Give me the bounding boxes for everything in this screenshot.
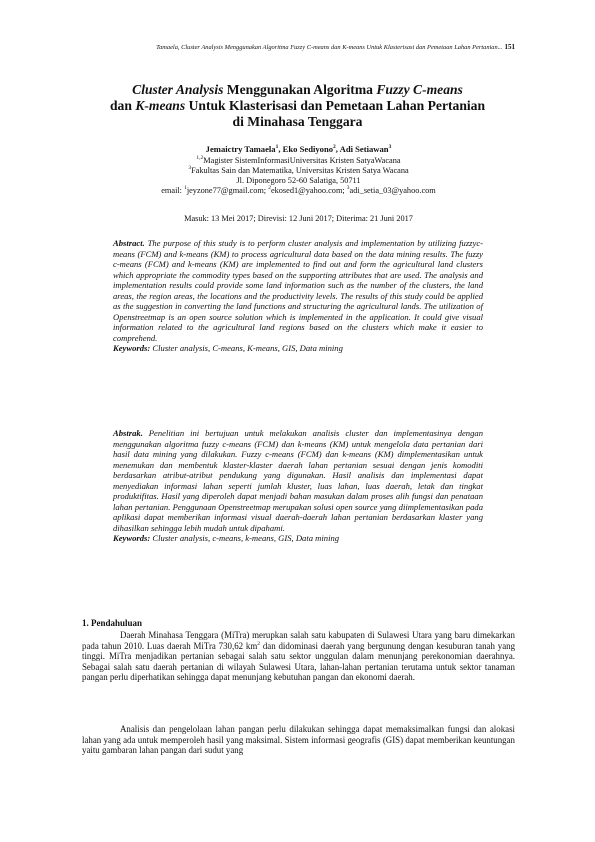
abstrak-label: Abstrak. [113,428,143,438]
section-heading: 1. Pendahuluan [82,618,143,628]
email-2-sup: 2 [268,185,271,192]
affiliation-1-sup: 1,2 [196,155,204,162]
email-line [82,186,515,196]
author-list: Jemaictry Tamaela$^1$, Eko Sediyono$^2$, Adi Setiawan$^3$ [205,144,392,154]
abstrak-text: Penelitian ini bertujuan untuk melakukan analisis cluster dan implementasinya dengan menggunakan algoritma fuzzy c-means (FCM) dan k-means (KM) untuk mengelola data pertanian dari hasil data mining yang dilakukan. Fuzzy c-means (FCM) dan k-means (KM) dimplementasikan untuk menemukan dan membentuk klaster-klaster daerah lahan pertanian sesuai dengan jenis komoditi berdasarkan atribut-atribut pendukung yang digunakan. Hasil analisis dan implementasi dapat menyediakan informasi lahan seperti jumlah kluster, luas lahan, luas daerah, letak dan tingkat produktifitas. Hasil yang diperoleh dapat menjadi bahan masukan dalam proses alih fungsi dan penataan lahan pertanian. Penggunaan Openstreetmap merupakan solusi open source yang diimplementasikan pada aplikasi dapat memberikan informasi visual daerah-daerah lahan pertanian berdasarkan klaster yang dihasilkan sehingga lebih mudah untuk dipahami. [113,428,483,533]
address: Jl. Diponegoro 52-60 Salatiga, 50711 [236,176,361,185]
affiliation-2-sup: 3 [188,165,192,172]
title-text-2b: Untuk Klasterisasi dan Pemetaan Lahan Pertanian [185,98,486,113]
keywords-text: Cluster analysis, C-means, K-means, GIS, Data mining [150,343,343,353]
keywords-id-text: Cluster analysis, c-means, k-means, GIS, Data mining [150,533,340,543]
author-1: Jemaictry Tamaela [205,144,276,154]
author-2-sup: 2 [333,144,336,151]
email-label: email: [161,186,185,195]
author-3-sup: 3 [388,144,392,151]
author-3: Adi Setiawan [339,144,389,154]
paragraph-1-text-a: Daerah Minahasa Tenggara (MiTra) merupkan salah satu kabupaten di Sulawesi Utara yang baru dimekarkan pada tahun 2010. Luas daerah MiTra 730,62 km [82,630,515,651]
abstract-label: Abstract. [113,238,145,248]
submission-dates: Masuk: 13 Mei 2017; Direvisi: 12 Juni 2017; Diterima: 21 Juni 2017 [184,214,413,223]
title-line-3: di Minahasa Tenggara [232,114,363,129]
body-paragraph-2: Analisis dan pengelolaan lahan pangan perlu dilakukan sehingga dapat memaksimalkan fungsi dan alokasi lahan yang ada untuk memperoleh hasil yang maksimal. Sistem informasi geografis (GIS) dapat memberikan keuntungan yaitu gambaran lahan pangan dari sudut yang [82,724,515,755]
email-3[interactable]: adi_setia_03@yahoo.com [349,186,436,195]
title-term-cluster-analysis: Cluster Analysis [132,82,224,97]
author-1-sup: 1 [275,144,279,151]
affiliations [82,156,515,196]
title-line-2 [70,98,525,114]
title-term-fcm: Fuzzy C-means [376,82,463,97]
affiliation-2 [82,166,515,176]
email-3-sup: 3 [346,185,350,192]
author-2: Eko Sediyono [282,144,334,154]
page-number: 151 [504,43,515,51]
affiliation-1 [82,156,515,166]
email-1-sup: 1 [184,185,187,192]
title-text-1: Menggunakan Algoritma [223,82,377,97]
keywords-label: Keywords: [113,343,151,353]
email-2[interactable]: ekosed1@yahoo.com; [270,186,347,195]
keywords-english [113,343,483,354]
running-title: Tamaela, Cluster Analysis Menggunakan Algoritma Fuzzy C-means dan K-means Untuk Klasterisasi dan Pemetaan Lahan Pertanian... [156,44,503,51]
affiliation-1-text: Magister SistemInformasiUniversitas Kristen SatyaWacana [203,156,401,165]
running-head [82,43,515,51]
affiliation-2-text: Fakultas Sain dan Matematika, Universitas Kristen Satya Wacana [191,166,409,175]
keywords-indonesian [113,533,483,544]
title-line-1 [70,82,525,98]
paragraph-1-text-b: dan didominasi daerah yang bergunung dengan kesuburan tanah yang tinggi. MiTra menjadikan pertanian sebagai salah satu sektor unggulan dalam menunjang perekonomian daerahnya. Sebagai salah satu daerah pertanian di wilayah Sulawesi Utara, lahan-lahan pertanian terutama untuk sektor tanaman pangan perlu diperhatikan sehingga dapat menunjang kebutuhan pangan dan ekonomi daerah. [82,640,516,682]
keywords-id-label: Keywords: [113,533,151,543]
title-term-kmeans: K-means [135,98,186,113]
title-text-2a: dan [109,98,136,113]
paragraph-1-sup: 2 [257,640,261,647]
abstract-indonesian [113,428,483,544]
paper-title [70,82,525,130]
body-paragraph-1 [82,630,515,683]
email-1[interactable]: jeyzone77@gmail.com; [186,186,269,195]
abstract-english [113,238,483,354]
abstract-text: The purpose of this study is to perform cluster analysis and implementation by utilizing fuzzyc-means (FCM) and k-means (KM) to process agricultural data based on the data mining results. The fuzzy c-means (FCM) and k-means (KM) are implemented to find out and form the agricultural land clusters which appropriate the commodity types based on the supporting attributes that are used. The analysis and implementation results could provide some land information such as the number of the clusters, the land areas, the region areas, the locations and the productivity levels. The results of this study could be applied as the suggestion in converting the land functions and structuring the agricultural lands. The utilization of Openstreetmap is an open source solution which is implemented in the application. It could give visual information related to the agricultural land regions based on the clusters which make it easier to comprehend. [113,238,483,343]
